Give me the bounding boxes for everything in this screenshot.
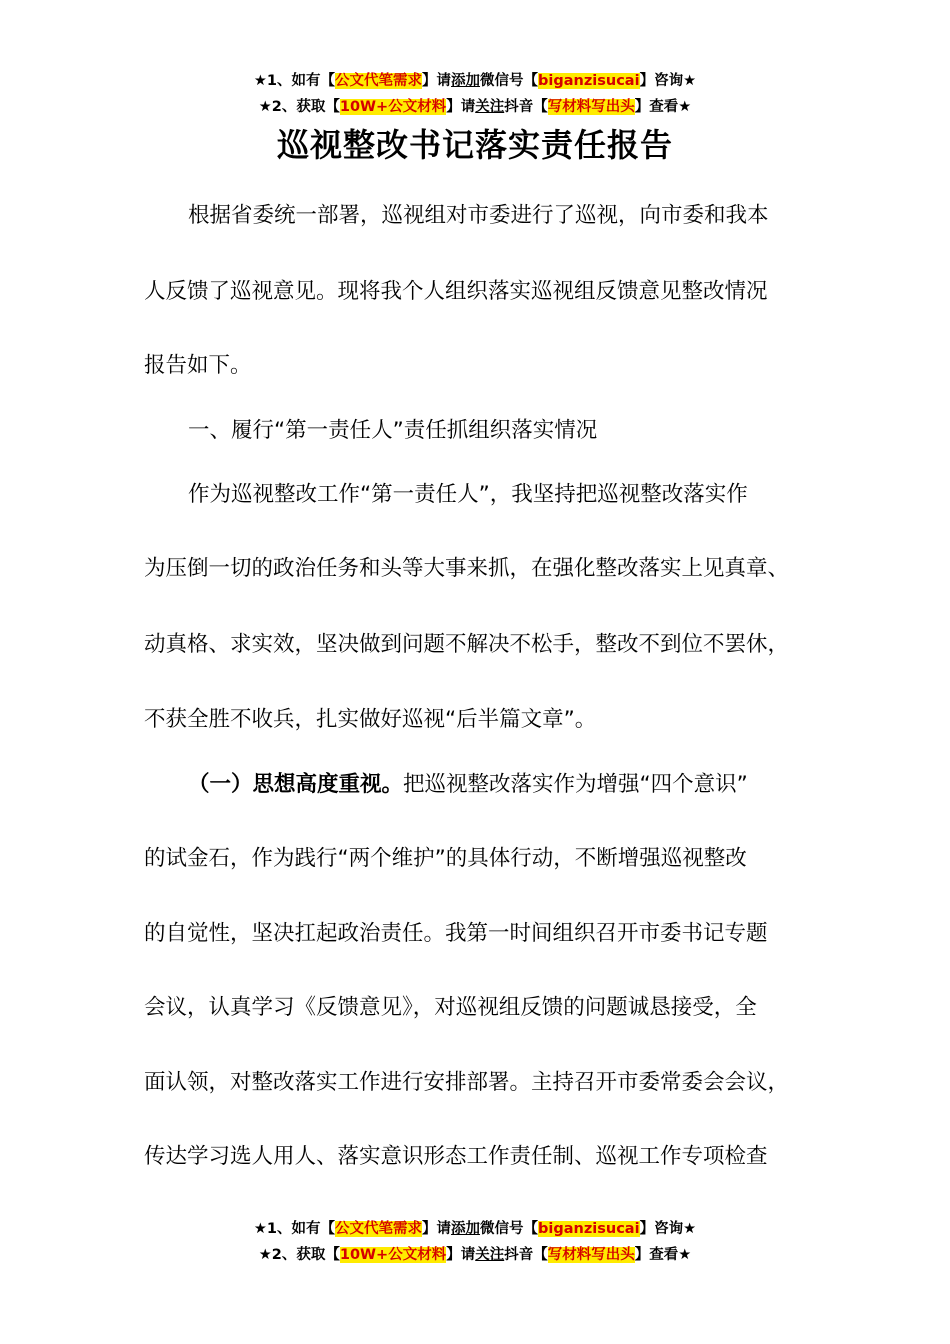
banner-text: ★2、获取【: [258, 1247, 340, 1263]
materials-highlight: 10W+公文材料: [339, 1247, 447, 1263]
banner-line-1: [0, 68, 950, 94]
paragraph-line: 的试金石，作为践行“两个维护”的具体行动，不断增强巡视整改: [144, 846, 747, 871]
paragraph-line: 报告如下。: [144, 353, 252, 378]
banner-text: ★2、获取【: [258, 99, 340, 115]
douyin-id-highlight: 写材料写出头: [547, 99, 635, 115]
service-highlight: 公文代笔需求: [335, 1221, 423, 1237]
section-heading: 一、履行“第一责任人”责任抓组织落实情况: [188, 418, 598, 443]
follow-underlined-text: 关注: [475, 1247, 505, 1263]
banner-line-2: [0, 1242, 950, 1268]
materials-highlight: 10W+公文材料: [339, 99, 447, 115]
banner-text: 】查看★: [634, 99, 692, 115]
paragraph-line: [144, 767, 878, 803]
banner-text: 抖音【: [504, 1247, 548, 1263]
header-banner: [0, 68, 950, 120]
banner-text: 微信号【: [480, 73, 539, 89]
banner-text: 】请: [446, 99, 476, 115]
banner-line-1: [0, 1216, 950, 1242]
footer-banner: [0, 1216, 950, 1268]
banner-text: 抖音【: [504, 99, 548, 115]
paragraph-text: 把巡视整改落实作为增强“四个意识”: [403, 772, 748, 797]
banner-text: 】咨询★: [639, 73, 697, 89]
banner-text: 】请: [422, 73, 452, 89]
banner-text: 】咨询★: [639, 1221, 697, 1237]
paragraph-line: 会议，认真学习《反馈意见》，对巡视组反馈的问题诚恳接受，全: [144, 995, 757, 1020]
douyin-id-highlight: 写材料写出头: [547, 1247, 635, 1263]
paragraph-line: 面认领，对整改落实工作进行安排部署。主持召开市委常委会会议，: [144, 1070, 790, 1095]
paragraph-line: 根据省委统一部署，巡视组对市委进行了巡视，向市委和我本: [188, 203, 769, 228]
banner-text: 】请: [446, 1247, 476, 1263]
paragraph-line: 为压倒一切的政治任务和头等大事来抓，在强化整改落实上见真章、: [144, 556, 790, 581]
paragraph-line: 传达学习选人用人、落实意识形态工作责任制、巡视工作专项检查: [144, 1144, 768, 1169]
paragraph-line: 的自觉性，坚决扛起政治责任。我第一时间组织召开市委书记专题: [144, 921, 768, 946]
paragraph-line: 动真格、求实效，坚决做到问题不解决不松手，整改不到位不罢休，: [144, 632, 790, 657]
subsection-heading: （一）思想高度重视。: [188, 772, 404, 797]
wechat-id-highlight: biganzisucai: [538, 1221, 640, 1237]
add-underlined-text: 添加: [451, 73, 481, 89]
add-underlined-text: 添加: [451, 1221, 481, 1237]
banner-text: 微信号【: [480, 1221, 539, 1237]
paragraph-line: 人反馈了巡视意见。现将我个人组织落实巡视组反馈意见整改情况: [144, 279, 768, 304]
banner-line-2: [0, 94, 950, 120]
banner-text: ★1、如有【: [253, 1221, 336, 1237]
follow-underlined-text: 关注: [475, 99, 505, 115]
paragraph-line: 作为巡视整改工作“第一责任人”，我坚持把巡视整改落实作: [188, 482, 748, 507]
service-highlight: 公文代笔需求: [335, 73, 423, 89]
banner-text: ★1、如有【: [253, 73, 336, 89]
banner-text: 】查看★: [634, 1247, 692, 1263]
paragraph-line: 不获全胜不收兵，扎实做好巡视“后半篇文章”。: [144, 707, 597, 732]
wechat-id-highlight: biganzisucai: [538, 73, 640, 89]
banner-text: 】请: [422, 1221, 452, 1237]
document-title: 巡视整改书记落实责任报告: [276, 126, 673, 164]
